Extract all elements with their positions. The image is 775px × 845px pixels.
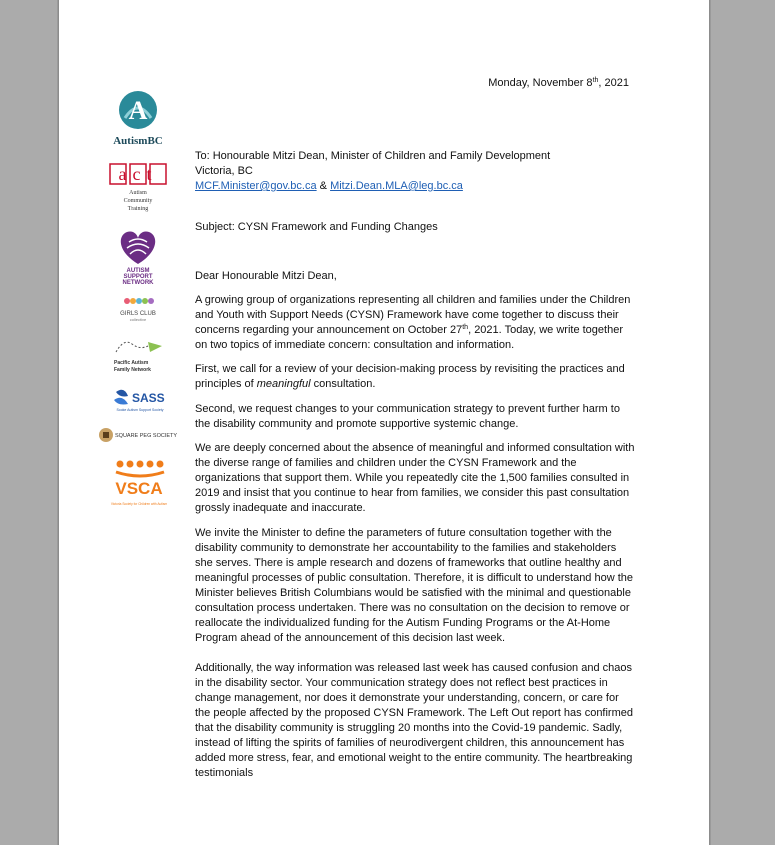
sass-logo — [110, 386, 170, 414]
act-sub1: Autism — [129, 190, 147, 196]
vsca-logo — [106, 458, 172, 510]
pafn-line2: Family Network — [114, 367, 151, 373]
asn-line1: AUTISM — [126, 268, 150, 274]
subject-line: Subject: CYSN Framework and Funding Changes — [195, 221, 438, 233]
paragraph-2: First, we call for a review of your decision-making process by revisiting the practices and principles of meaningful consultation. — [195, 363, 625, 390]
square-peg-society-logo — [98, 425, 178, 445]
paragraph-5: We invite the Minister to define the parameters of future consultation together with the disability community to demonstrate her accountability to the families and stakeholders she serves. There is ample research and dozens of frameworks that outline healthy and meaningful processes of public consultation. Therefore, it is difficult to understand how the Minister believes British Columbians would be satisfied with the minimal and questionable consultation process undertaken. There was no consultation on the decision to remove or reallocate the individualized funding for the Autism Funding Programs or the At-Home Program ahead of the announcement of this decision last week. — [195, 527, 634, 644]
vsca-sub: Victoria Society for Children with Autism — [110, 502, 168, 506]
email-link-minister[interactable]: MCF.Minister@gov.bc.ca — [195, 180, 317, 192]
page-edge-right — [709, 0, 710, 845]
girls-club-sub: collective — [129, 317, 147, 322]
autismbc-logo — [103, 88, 173, 148]
recipient-city: Victoria, BC — [195, 165, 253, 177]
recipient-emails: MCF.Minister@gov.bc.ca & Mitzi.Dean.MLA@leg.bc.ca — [195, 180, 463, 192]
recipient-block — [195, 149, 635, 194]
square-peg-name: SQUARE PEG SOCIETY — [115, 433, 178, 439]
pacific-autism-family-network-logo — [110, 334, 168, 374]
sass-sub: Sooke Autism Support Society — [116, 408, 164, 412]
girls-club-name: GIRLS CLUB — [120, 311, 156, 317]
girls-club-logo — [113, 296, 163, 322]
paragraph-1: A growing group of organizations representing all children and families under the Children and Youth with Support Needs (CYSN) Framework have come together to discuss their concerns regarding your announcement on October 27th, 2021. Today, we write together on two topics of immediate concern: consultation and information. — [195, 294, 631, 351]
act-sub2: Community — [123, 198, 153, 204]
paragraph-3: Second, we request changes to your communication strategy to prevent further harm to the disability community and promote supportive systemic change. — [195, 403, 620, 430]
page-edge-left — [58, 0, 59, 845]
paragraph-6: Additionally, the way information was released last week has caused confusion and chaos in the disability sector. Your communication strategy does not reflect best practices in change management, nor does it demonstrate your understanding, concern, or care for the people affected by the proposed CYSN Framework. The Left Out report has confirmed that the disability community is struggling 20 months into the Covid-19 pandemic. Sadly, instead of lifting the spirits of families of neurodivergent children, this announcement has added more stress, fear, and emotional weight to the entire community. The heartbreaking testimonials — [195, 662, 633, 779]
autismbc-letter: A — [128, 96, 148, 125]
autism-support-network-logo — [113, 224, 163, 286]
pafn-line1: Pacific Autism — [114, 360, 149, 366]
salutation: Dear Honourable Mitzi Dean, — [195, 270, 337, 282]
asn-line2: SUPPORT — [123, 274, 153, 280]
email-link-mla[interactable]: Mitzi.Dean.MLA@leg.bc.ca — [330, 180, 463, 192]
recipient-name: To: Honourable Mitzi Dean, Minister of Children and Family Development — [195, 150, 551, 162]
act-name: act — [118, 164, 158, 184]
act-logo — [108, 160, 168, 216]
act-sub3: Training — [127, 206, 149, 212]
document-page — [57, 0, 711, 845]
vsca-name: VSCA — [115, 479, 163, 498]
letter-date: Monday, November 8th, 2021 — [488, 77, 629, 89]
paragraph-4: We are deeply concerned about the absence of meaningful and informed consultation with the diverse range of families and children under the CYSN Framework and the organizations that support them. While you repeatedly cite the 1,500 families consulted in 2019 and insist that you continue to hear from families, we consider this past consultation grossly inadequate and inaccurate. — [195, 442, 635, 514]
asn-line3: NETWORK — [122, 280, 154, 286]
autismbc-name: AutismBC — [113, 135, 163, 147]
sass-name: SASS — [132, 391, 165, 405]
